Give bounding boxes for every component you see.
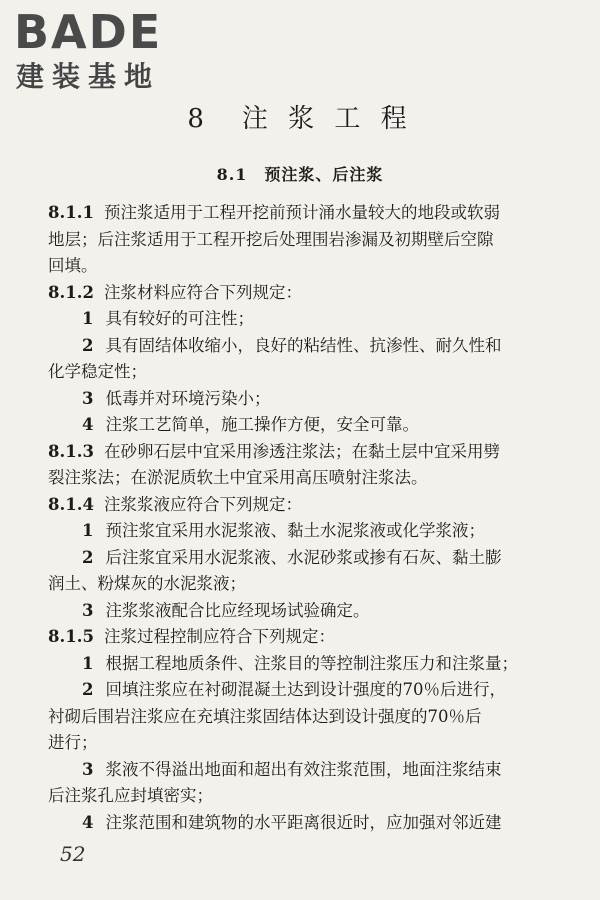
text-line	[48, 306, 596, 333]
text-line	[48, 624, 596, 651]
item-number: 4	[82, 812, 94, 832]
item-number: 2	[82, 680, 94, 699]
item-number: 4	[82, 415, 94, 434]
text-line	[48, 704, 596, 731]
text-line	[48, 200, 596, 227]
clause-number: 8.1.1	[48, 203, 94, 222]
text-line	[48, 757, 596, 784]
line-text: 回填。	[48, 256, 98, 275]
text-line	[48, 810, 596, 837]
text-line	[48, 545, 596, 572]
text-line	[48, 386, 596, 413]
item-number: 1	[82, 521, 94, 540]
line-text: 衬砌后围岩注浆应在充填注浆固结体达到设计强度的70％后	[48, 706, 482, 726]
text-line	[48, 651, 596, 678]
text-line	[48, 359, 596, 386]
item-number: 1	[82, 653, 94, 673]
text-line	[48, 253, 596, 280]
logo	[14, 6, 184, 98]
text-line	[48, 677, 596, 704]
line-text: 注浆浆液应符合下列规定：	[103, 494, 302, 514]
text-line	[48, 518, 596, 545]
chapter-title: 8 注 浆 工 程	[187, 104, 413, 134]
line-text: 回填注浆应在衬砌混凝土达到设计强度的70％后进行，	[105, 680, 506, 699]
logo-subtitle: 建装基地	[16, 60, 161, 93]
line-text: 注浆过程控制应符合下列规定：	[103, 627, 335, 646]
line-text: 具有较好的可注性；	[105, 309, 254, 328]
text-line	[48, 783, 596, 810]
line-text: 润土、粉煤灰的水泥浆液；	[48, 574, 246, 593]
line-text: 地层；后注浆适用于工程开挖后处理围岩渗漏及初期壁后空隙	[48, 229, 494, 249]
line-text: 预注浆适用于工程开挖前预计涌水量较大的地段或软弱	[103, 203, 500, 222]
item-number: 2	[82, 335, 94, 355]
clause-number: 8.1.2	[48, 282, 94, 302]
section-title: 8.1 预注浆、后注浆	[216, 165, 384, 184]
line-text: 化学稳定性；	[48, 362, 147, 381]
item-number: 3	[82, 600, 94, 620]
line-text: 后注浆孔应封填密实；	[48, 786, 213, 805]
line-text: 注浆范围和建筑物的水平距离很近时，应加强对邻近建	[105, 812, 502, 832]
item-number: 3	[82, 388, 94, 408]
text-line	[48, 571, 596, 598]
item-number: 3	[82, 759, 94, 779]
line-text: 在砂卵石层中宜采用渗透注浆法；在黏土层中宜采用劈	[103, 441, 500, 461]
line-text: 注浆浆液配合比应经现场试验确定。	[105, 600, 370, 620]
text-line	[48, 333, 596, 360]
line-text: 低毒并对环境污染小；	[105, 388, 271, 408]
text-line	[48, 412, 596, 439]
line-text: 裂注浆法；在淤泥质软土中宜采用高压喷射注浆法。	[48, 468, 428, 487]
text-line	[48, 280, 596, 307]
page-number: 52	[60, 842, 86, 866]
line-text: 浆液不得溢出地面和超出有效注浆范围，地面注浆结束	[105, 759, 502, 779]
line-text: 根据工程地质条件、注浆目的等控制注浆压力和注浆量；	[105, 653, 518, 673]
text-line	[48, 439, 596, 466]
line-text: 注浆材料应符合下列规定：	[103, 282, 302, 302]
line-text: 具有固结体收缩小，良好的粘结性、抗渗性、耐久性和	[105, 335, 502, 355]
line-text: 进行；	[48, 733, 98, 752]
line-text: 后注浆宜采用水泥浆液、水泥砂浆或掺有石灰、黏土膨	[105, 547, 502, 567]
clause-number: 8.1.3	[48, 441, 94, 461]
text-line	[48, 227, 596, 254]
text-line	[48, 465, 596, 492]
text-line	[48, 598, 596, 625]
text-line	[48, 730, 596, 757]
item-number: 2	[82, 547, 94, 567]
clause-number: 8.1.4	[48, 494, 94, 514]
text-line	[48, 492, 596, 519]
line-text: 预注浆宜采用水泥浆液、黏土水泥浆液或化学浆液；	[105, 521, 485, 540]
item-number: 1	[82, 309, 94, 328]
clause-number: 8.1.5	[48, 627, 94, 646]
document-body	[48, 200, 596, 836]
logo-brand: BADE	[14, 5, 163, 59]
line-text: 注浆工艺简单，施工操作方便，安全可靠。	[105, 415, 419, 434]
